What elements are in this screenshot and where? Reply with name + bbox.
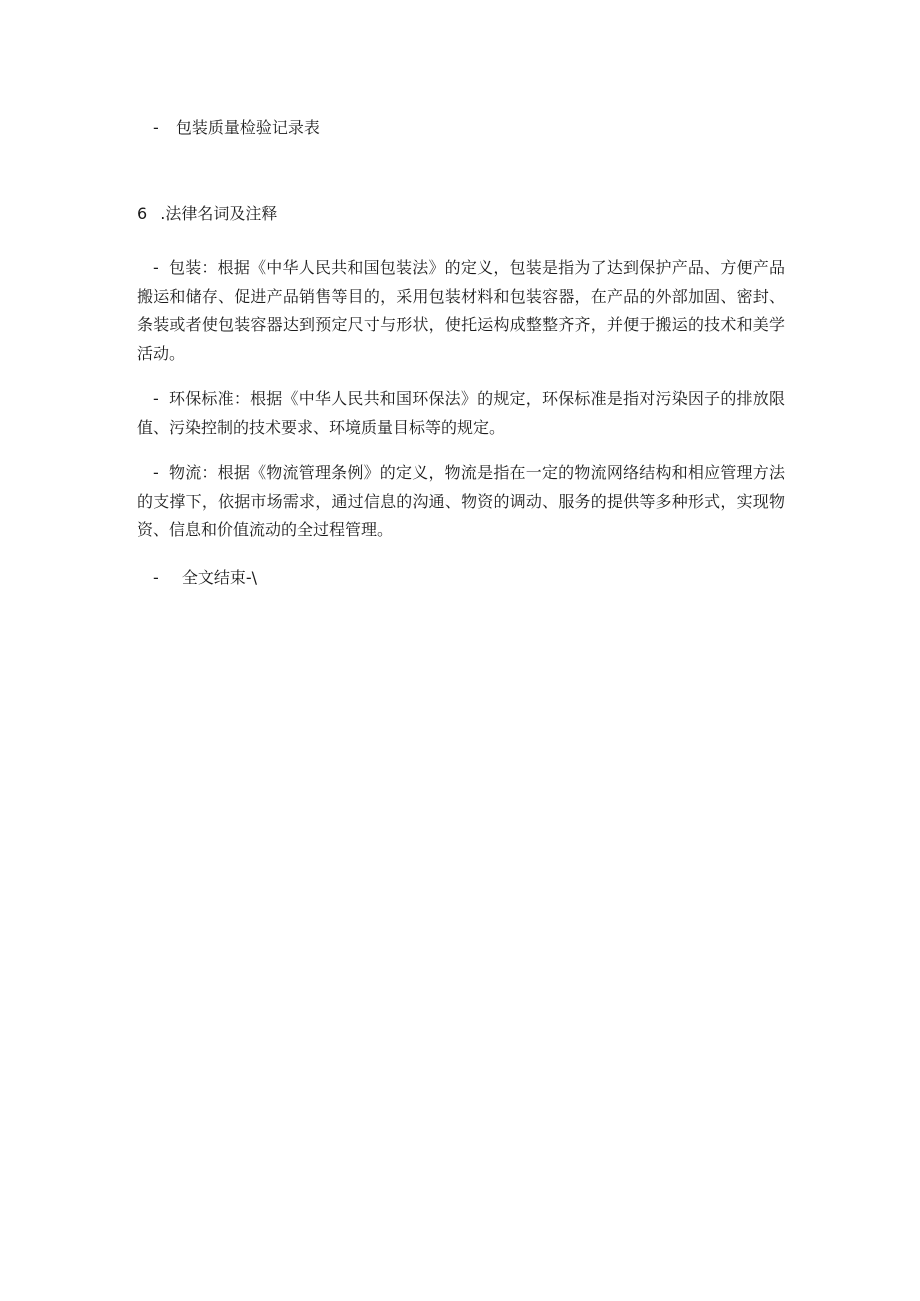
end-text: 全文结束-\ [181,568,258,587]
definition-environmental-standard [137,385,785,442]
document-end-marker [153,566,257,590]
list-bullet: - [153,118,159,137]
list-item-record-table [153,116,320,140]
definition-text: 环保标准：根据《中华人民共和国环保法》的规定，环保标准是指对污染因子的排放限值、污染控制的技术要求、环境质量目标等的规定。 [137,389,785,437]
definition-logistics [137,459,785,545]
list-bullet: - [153,389,159,408]
list-item-text: 包装质量检验记录表 [175,118,320,137]
section-heading [137,202,277,226]
list-bullet: - [153,568,159,587]
section-number: 6 [137,204,148,223]
definition-text: 物流：根据《物流管理条例》的定义，物流是指在一定的物流网络结构和相应管理方法的支撑下，依据市场需求，通过信息的沟通、物资的调动、服务的提供等多种形式，实现物资、信息和价值流动的全过程管理。 [137,463,785,539]
list-bullet: - [153,463,159,482]
section-title: .法律名词及注释 [160,204,278,223]
definition-packaging [137,254,785,368]
list-bullet: - [153,258,159,277]
definition-text: 包装：根据《中华人民共和国包装法》的定义，包装是指为了达到保护产品、方便产品搬运和储存、促进产品销售等目的，采用包装材料和包装容器，在产品的外部加固、密封、条装或者使包装容器达到预定尺寸与形状，使托运构成整整齐齐，并便于搬运的技术和美学活动。 [137,258,785,363]
